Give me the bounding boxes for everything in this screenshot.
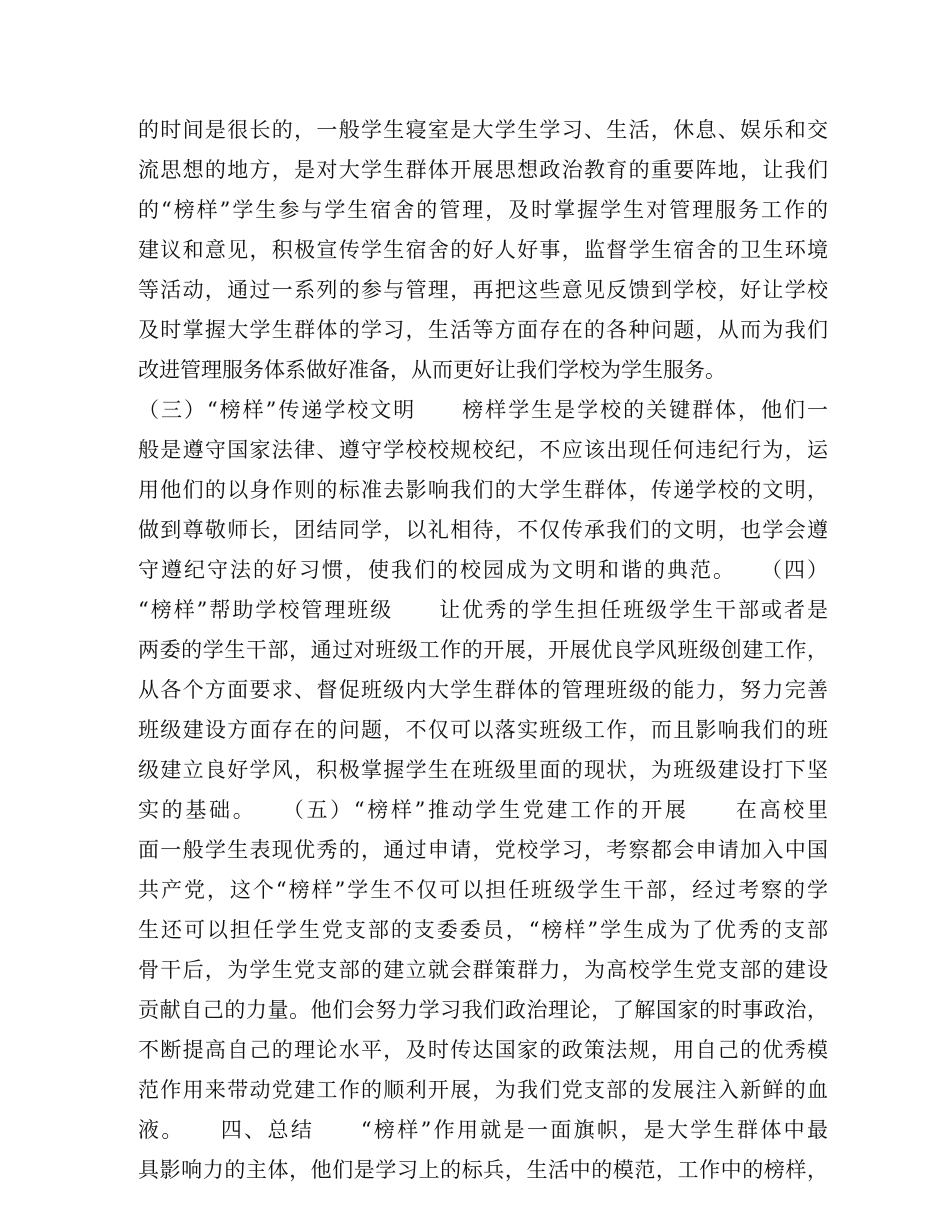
text-line: 流思想的地方，是对大学生群体开展思想政治教育的重要阵地，让我们 — [138, 158, 828, 182]
text-line: 不断提高自己的理论水平，及时传达国家的政策法规，用自己的优秀模 — [138, 1038, 828, 1062]
text-line: 骨干后，为学生党支部的建立就会群策群力，为高校学生党支部的建设 — [138, 958, 828, 982]
text-line: 级建立良好学风，积极掌握学生在班级里面的现状，为班级建设打下坚 — [138, 758, 828, 782]
text-line: 及时掌握大学生群体的学习，生活等方面存在的各种问题，从而为我们 — [138, 318, 828, 342]
text-line: 液。 四、总结 “榜样”作用就是一面旗帜，是大学生群体中最 — [138, 1118, 828, 1142]
text-line: 等活动，通过一系列的参与管理，再把这些意见反馈到学校，好让学校 — [138, 278, 828, 302]
text-line: 从各个方面要求、督促班级内大学生群体的管理班级的能力，努力完善 — [138, 678, 828, 702]
text-line: 范作用来带动党建工作的顺利开展，为我们党支部的发展注入新鲜的血 — [138, 1078, 828, 1102]
text-line: “榜样”帮助学校管理班级 让优秀的学生担任班级学生干部或者是 — [138, 598, 828, 622]
text-line: 两委的学生干部，通过对班级工作的开展，开展优良学风班级创建工作， — [138, 638, 828, 662]
text-line: 生还可以担任学生党支部的支委委员，“榜样”学生成为了优秀的支部 — [138, 918, 828, 942]
text-line: 面一般学生表现优秀的，通过申请，党校学习，考察都会申请加入中国 — [138, 838, 828, 862]
text-line: 改进管理服务体系做好准备，从而更好让我们学校为学生服务。 — [138, 358, 726, 382]
body-text — [138, 110, 828, 1190]
text-line: 具影响力的主体，他们是学习上的标兵，生活中的模范，工作中的榜样， — [138, 1158, 828, 1182]
text-line: 守遵纪守法的好习惯，使我们的校园成为文明和谐的典范。 （四） — [138, 558, 828, 582]
text-line: 般是遵守国家法律、遵守学校校规校纪，不应该出现任何违纪行为，运 — [138, 438, 828, 462]
text-line: 建议和意见，积极宣传学生宿舍的好人好事，监督学生宿舍的卫生环境 — [138, 238, 828, 262]
text-line: 贡献自己的力量。他们会努力学习我们政治理论，了解国家的时事政治， — [138, 998, 828, 1022]
text-line: 实的基础。 （五）“榜样”推动学生党建工作的开展 在高校里 — [138, 798, 828, 822]
text-line: 用他们的以身作则的标准去影响我们的大学生群体，传递学校的文明， — [138, 478, 828, 502]
text-line: 做到尊敬师长，团结同学，以礼相待，不仅传承我们的文明，也学会遵 — [138, 518, 828, 542]
text-line: 的“榜样”学生参与学生宿舍的管理，及时掌握学生对管理服务工作的 — [138, 198, 828, 222]
text-line: 的时间是很长的，一般学生寝室是大学生学习、生活，休息、娱乐和交 — [138, 118, 828, 142]
text-line: （三）“榜样”传递学校文明 榜样学生是学校的关键群体，他们一 — [138, 398, 828, 422]
text-line: 班级建设方面存在的问题，不仅可以落实班级工作，而且影响我们的班 — [138, 718, 828, 742]
text-line: 共产党，这个“榜样”学生不仅可以担任班级学生干部，经过考察的学 — [138, 878, 828, 902]
